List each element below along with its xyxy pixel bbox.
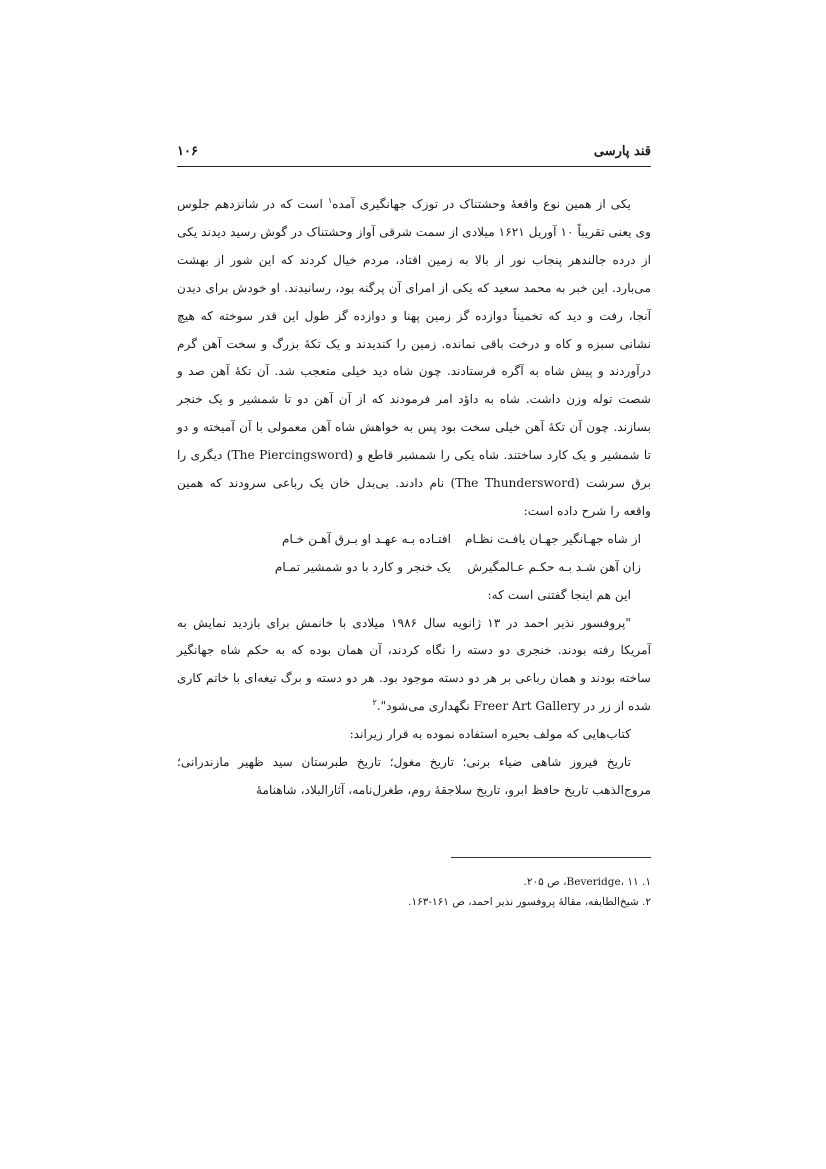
paragraph-3: [177, 610, 651, 722]
paragraph-3-part-b: نگهداری می‌شود".: [376, 699, 474, 714]
poem-line-1-first-hemistich: از شاه جهـانگیر جهـان یافـت نظـام: [465, 531, 641, 546]
journal-title: قند پارسی: [593, 144, 651, 159]
footnote-separator: [451, 857, 651, 858]
paragraph-1-part-b: است که در شانزدهم جلوس وی یعنی تقریباً ۱۰ آوریل ۱۶۲۱ میلادی از سمت شرقی آواز وحشتناک در گوش رسید دیدند یکی از درده جالندهر پنجاب نور از بالا به زمین افتاد، مردم خیال کردند که این شور از بهشت می‌بارد. این خبر به محمد سعید که یکی از امرای آن پرگنه بود، رسانیدند. او خودش برای دیدن آنجا، رفت و دید که تخمیناً دوازده گز زمین پهنا و دوازده گز طول این قدر سوخته که هیچ نشانی سبزه و کاه و درخت باقی نمانده. زمین را کندیدند و یک تکهٔ بزرگ و سخت آهن گرم درآوردند و پیش شاه به آگره فرستادند. چون شاه دید خیلی متعجب شد. آن تکهٔ آهن صد و شصت توله وزن داشت. شاه به داؤد امر فرمودند که از آن آهن دو تا شمشیر و یک خنجر بسازند. چون آن تکهٔ آهن خیلی سخت بود پس به خواهش شاه آهن معمولی با آن آمیخته و دو تا شمشیر و یک کارد ساختند. شاه یکی را شمشیر قاطع و: [177, 197, 651, 463]
footnote-1: ۱. Beveridge، ۱۱، ص ۲۰۵.: [523, 876, 651, 888]
paragraph-2: این هم اینجا گفتنی است که:: [487, 587, 631, 602]
poem-line-2-second-hemistich: یک خنجر و کارد با دو شمشیر تمـام: [274, 559, 451, 574]
poem-line-2-first-hemistich: زان آهن شـد بـه حکـم عـالمگیرش: [467, 559, 641, 574]
footnote-2: ۲. شیخ‌الطایفه، مقالهٔ پروفسور نذیر احمد، ص ۱۶۱-۱۶۳.: [408, 896, 651, 908]
poem-line-1: [177, 526, 651, 554]
paragraph-1-part-c: دیگری را برق سرشت: [177, 448, 652, 491]
page-number: ۱۰۶: [177, 144, 198, 159]
paragraph-1-part-d: نام دادند. بی‌بدل خان یک رباعی سرودند که همین واقعه را شرح داده است:: [177, 476, 651, 518]
paragraph-1: [177, 191, 651, 526]
poem-line-2: [177, 554, 651, 582]
english-term-thundersword: (The Thundersword): [450, 476, 580, 491]
running-header: [177, 142, 651, 167]
footnote-ref-2: ۲: [372, 698, 377, 708]
english-term-piercingsword: (The Piercingsword): [226, 448, 354, 463]
quatrain: [177, 526, 651, 582]
main-text: [177, 191, 651, 805]
paragraph-3-part-a: "پروفسور نذیر احمد در ۱۳ ژانویه سال ۱۹۸۶ میلادی با خانمش برای بازدید نمایش به آمریکا رفته بودند. خنجری دو دسته را نگاه کردند، آن همان بوده که به حکم شاه جهانگیر ساخته بودند و همان رباعی بر هر دو دسته موجود بود. هر دو دسته و برگ تیغه‌ای با خاتم کاری شده از زر در: [177, 615, 651, 714]
paragraph-4: کتاب‌هایی که مولف بحیره استفاده نموده به قرار زیراند:: [349, 727, 631, 742]
footnote-ref-1: ۱: [327, 195, 333, 205]
paragraph-5: تاریخ فیروز شاهی ضیاء برنی؛ تاریخ مغول؛ تاریخ طبرستان سید ظهیر مازندرانی؛ مروج‌الذهب تاریخ حافظ ابرو، تاریخ سلاجقهٔ روم، طغرل‌نامه، آثارالبلاد، شاهنامهٔ: [177, 755, 651, 797]
paragraph-1-part-a: یکی از همین نوع واقعهٔ وحشتناک در توزک جهانگیری آمده: [332, 197, 631, 211]
english-term-freer-gallery: Freer Art Gallery: [473, 699, 581, 714]
poem-line-1-second-hemistich: افتـاده بـه عهـد او بـرق آهـن خـام: [281, 531, 451, 546]
footnotes: [177, 872, 651, 912]
